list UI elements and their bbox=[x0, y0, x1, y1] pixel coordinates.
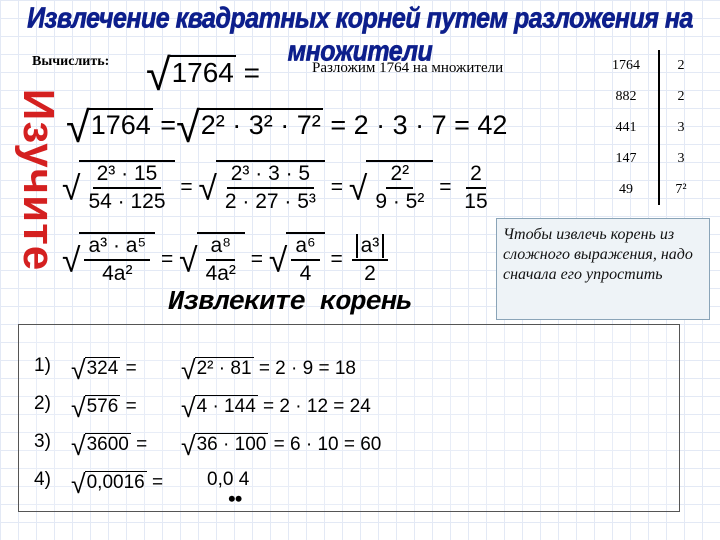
factor-label: Разложим 1764 на множители bbox=[312, 60, 504, 76]
equation-factorization: √1764 =√2² · 3² · 7² = 2 · 3 · 7 = 42 bbox=[66, 104, 508, 152]
radicand: 1764 bbox=[90, 110, 151, 141]
table-row: 441 3 bbox=[594, 112, 702, 143]
answer-dots: •• bbox=[228, 486, 242, 511]
fraction: $\frac{\text{2³ · 3 · 5}}{\text{2 · 27 · 5³}}$ bbox=[224, 162, 316, 213]
fraction: $\frac{\text{a³ · a⁵}}{\text{4a²}}$ bbox=[84, 234, 150, 286]
exercise-panel: 1) √324 = √2² · 81 = 2 · 9 = 18 2) √576 = √4 · 144 = 2 · 12 = 24 3) √3600 = √36 · 100 = 6 · 10 = 60 4) √0,0016 = 0,0 4 bbox=[18, 324, 680, 512]
radicand-factored: 2² · 3² · 7² bbox=[200, 110, 321, 141]
fraction-result: $\frac{\text{a³}}{2}$ bbox=[352, 234, 389, 286]
table-row: 147 3 bbox=[594, 143, 702, 174]
extract-root-heading: Извлеките корень bbox=[168, 288, 412, 318]
fraction-result: $\frac{2}{15}$ bbox=[464, 162, 488, 213]
fraction: $\frac{\text{a⁸}}{\text{4a²}}$ bbox=[205, 234, 236, 285]
result: = 2 · 3 · 7 = 42 bbox=[330, 110, 508, 141]
fraction: $\frac{\text{2²}}{\text{9 · 5²}}$ bbox=[375, 162, 425, 213]
slide-title: Извлечение квадратных корней путем разложения на множители bbox=[27, 2, 693, 68]
equation-sqrt-1764: √1764 = bbox=[146, 50, 261, 100]
compute-label: Вычислить: bbox=[32, 54, 110, 69]
fraction: $\frac{\text{a⁶}}{4}$ bbox=[291, 234, 319, 286]
equation-variable-simplify: √ $\frac{\text{a³ · a⁵}}{\text{4a²}}$ = √ $\frac{\text{a⁸}}{\text{4a²}}$ = √ $\frac{\text{a⁶}}{4}$ = $\frac{\text{a³}}{2}$ bbox=[62, 232, 391, 286]
rule-callout: Чтобы извлечь корень из сложного выражения, надо сначала его упростить bbox=[496, 218, 710, 320]
equals-sign: = bbox=[243, 56, 261, 88]
table-row: 49 7² bbox=[594, 174, 702, 205]
side-word-study: Изучите bbox=[14, 88, 63, 272]
factorization-table bbox=[594, 50, 702, 205]
fraction: $\frac{\text{2³ · 15}}{54 \cdot 125}$ bbox=[88, 162, 166, 213]
radicand: 1764 bbox=[171, 56, 234, 88]
table-row: 1764 2 bbox=[594, 50, 702, 81]
table-row: 882 2 bbox=[594, 81, 702, 112]
equation-fraction-simplify: √ $\frac{\text{2³ · 15}}{54 \cdot 125}$ = √ $\frac{\text{2³ · 3 · 5}}{\text{2 · 27 · 5³}}$ = √ $\frac{\text{2²}}{\text{9 · 5²}}$ = $\frac{2}{15}$ bbox=[62, 160, 495, 214]
